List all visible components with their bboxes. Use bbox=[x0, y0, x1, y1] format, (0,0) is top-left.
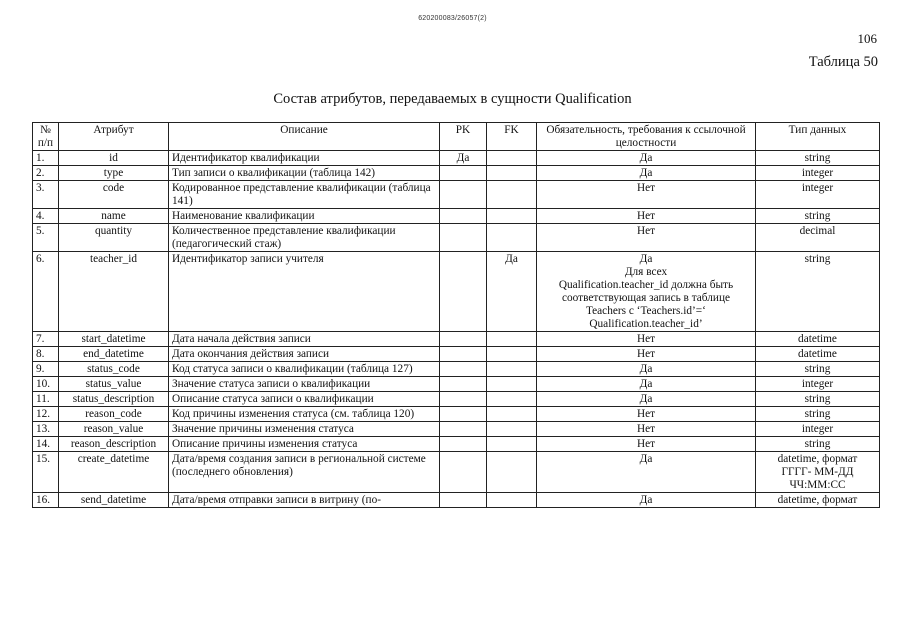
page-number: 106 bbox=[857, 31, 877, 46]
attribute-description: Дата/время создания записи в региональной системе (последнего обновления) bbox=[169, 452, 440, 493]
data-type-cell: integer bbox=[756, 181, 880, 209]
row-number: 9. bbox=[33, 362, 59, 377]
data-type-cell: string bbox=[756, 209, 880, 224]
table-row bbox=[33, 437, 880, 452]
data-type-cell: string bbox=[756, 362, 880, 377]
table-row bbox=[33, 252, 880, 332]
requirement-cell-line: Qualification.teacher_id’ bbox=[589, 318, 703, 330]
requirement-cell: Нет bbox=[537, 181, 756, 209]
foreign-key-flag bbox=[487, 452, 537, 493]
table-row bbox=[33, 209, 880, 224]
data-type-cell: datetime bbox=[756, 332, 880, 347]
header-num: № п/п bbox=[33, 123, 59, 151]
attribute-name: reason_description bbox=[59, 437, 169, 452]
row-number: 14. bbox=[33, 437, 59, 452]
attribute-name: teacher_id bbox=[59, 252, 169, 332]
attribute-name: reason_code bbox=[59, 407, 169, 422]
attribute-name: type bbox=[59, 166, 169, 181]
requirement-cell: Нет bbox=[537, 437, 756, 452]
table-body bbox=[33, 151, 880, 508]
header-pk: PK bbox=[440, 123, 487, 151]
attribute-description: Код причины изменения статуса (см. таблица 120) bbox=[169, 407, 440, 422]
primary-key-flag bbox=[440, 452, 487, 493]
requirement-cell: Нет bbox=[537, 422, 756, 437]
attribute-name: quantity bbox=[59, 224, 169, 252]
primary-key-flag bbox=[440, 347, 487, 362]
attribute-description: Значение причины изменения статуса bbox=[169, 422, 440, 437]
requirement-cell: Да bbox=[537, 452, 756, 493]
attribute-description: Значение статуса записи о квалификации bbox=[169, 377, 440, 392]
table-row bbox=[33, 151, 880, 166]
foreign-key-flag bbox=[487, 422, 537, 437]
attribute-name: code bbox=[59, 181, 169, 209]
primary-key-flag bbox=[440, 181, 487, 209]
attribute-description: Количественное представление квалификации (педагогический стаж) bbox=[169, 224, 440, 252]
row-number: 11. bbox=[33, 392, 59, 407]
primary-key-flag bbox=[440, 362, 487, 377]
foreign-key-flag: Да bbox=[487, 252, 537, 332]
attribute-name: id bbox=[59, 151, 169, 166]
foreign-key-flag bbox=[487, 392, 537, 407]
requirement-cell: Нет bbox=[537, 407, 756, 422]
primary-key-flag bbox=[440, 166, 487, 181]
row-number: 12. bbox=[33, 407, 59, 422]
attribute-name: send_datetime bbox=[59, 493, 169, 508]
attribute-name: create_datetime bbox=[59, 452, 169, 493]
row-number: 10. bbox=[33, 377, 59, 392]
row-number: 15. bbox=[33, 452, 59, 493]
requirement-cell: Нет bbox=[537, 224, 756, 252]
attribute-description: Код статуса записи о квалификации (таблица 127) bbox=[169, 362, 440, 377]
primary-key-flag bbox=[440, 437, 487, 452]
table-row bbox=[33, 362, 880, 377]
row-number: 4. bbox=[33, 209, 59, 224]
foreign-key-flag bbox=[487, 437, 537, 452]
foreign-key-flag bbox=[487, 166, 537, 181]
requirement-cell: Да bbox=[537, 392, 756, 407]
document-id: 620200083/26057(2) bbox=[418, 15, 487, 22]
header-requirement: Обязательность, требования к ссылочной целостности bbox=[537, 123, 756, 151]
row-number: 6. bbox=[33, 252, 59, 332]
table-row bbox=[33, 452, 880, 493]
data-type-cell: decimal bbox=[756, 224, 880, 252]
attribute-description: Дата/время отправки записи в витрину (по- bbox=[169, 493, 440, 508]
data-type-cell bbox=[756, 452, 880, 493]
attribute-name: status_value bbox=[59, 377, 169, 392]
table-row bbox=[33, 166, 880, 181]
foreign-key-flag bbox=[487, 347, 537, 362]
attribute-name: status_description bbox=[59, 392, 169, 407]
foreign-key-flag bbox=[487, 407, 537, 422]
primary-key-flag bbox=[440, 392, 487, 407]
requirement-cell: Да bbox=[537, 362, 756, 377]
header-data-type: Тип данных bbox=[756, 123, 880, 151]
header-fk: FK bbox=[487, 123, 537, 151]
requirement-cell: Нет bbox=[537, 332, 756, 347]
row-number: 8. bbox=[33, 347, 59, 362]
attribute-description: Идентификатор квалификации bbox=[169, 151, 440, 166]
header-description: Описание bbox=[169, 123, 440, 151]
foreign-key-flag bbox=[487, 493, 537, 508]
data-type-cell: datetime, формат bbox=[756, 493, 880, 508]
row-number: 13. bbox=[33, 422, 59, 437]
requirement-cell: Нет bbox=[537, 347, 756, 362]
table-row bbox=[33, 377, 880, 392]
requirement-cell-line: Qualification.teacher_id должна быть bbox=[558, 279, 734, 291]
attribute-description: Описание статуса записи о квалификации bbox=[169, 392, 440, 407]
requirement-cell: Да bbox=[537, 493, 756, 508]
table-row bbox=[33, 332, 880, 347]
foreign-key-flag bbox=[487, 224, 537, 252]
table-header-row bbox=[33, 123, 880, 151]
row-number: 16. bbox=[33, 493, 59, 508]
foreign-key-flag bbox=[487, 151, 537, 166]
data-type-cell: datetime bbox=[756, 347, 880, 362]
data-type-cell: string bbox=[756, 151, 880, 166]
table-row bbox=[33, 181, 880, 209]
requirement-cell: Нет bbox=[537, 209, 756, 224]
table-row bbox=[33, 392, 880, 407]
primary-key-flag: Да bbox=[440, 151, 487, 166]
primary-key-flag bbox=[440, 224, 487, 252]
primary-key-flag bbox=[440, 407, 487, 422]
attribute-description: Описание причины изменения статуса bbox=[169, 437, 440, 452]
attributes-table bbox=[32, 122, 880, 508]
requirement-cell-line: Teachers с ‘Teachers.id’=‘ bbox=[586, 305, 706, 317]
header-attribute: Атрибут bbox=[59, 123, 169, 151]
attribute-description: Тип записи о квалификации (таблица 142) bbox=[169, 166, 440, 181]
row-number: 1. bbox=[33, 151, 59, 166]
attribute-description: Дата окончания действия записи bbox=[169, 347, 440, 362]
attribute-description: Наименование квалификации bbox=[169, 209, 440, 224]
attribute-name: reason_value bbox=[59, 422, 169, 437]
table-row bbox=[33, 493, 880, 508]
primary-key-flag bbox=[440, 493, 487, 508]
table-row bbox=[33, 422, 880, 437]
data-type-cell-line: ЧЧ:ММ:СС bbox=[789, 479, 846, 491]
data-type-cell: string bbox=[756, 437, 880, 452]
attribute-name: start_datetime bbox=[59, 332, 169, 347]
primary-key-flag bbox=[440, 422, 487, 437]
table-title: Состав атрибутов, передаваемых в сущности Qualification bbox=[273, 91, 632, 107]
row-number: 7. bbox=[33, 332, 59, 347]
requirement-cell: Да bbox=[537, 166, 756, 181]
data-type-cell-line: datetime, формат bbox=[777, 453, 858, 465]
primary-key-flag bbox=[440, 209, 487, 224]
row-number: 2. bbox=[33, 166, 59, 181]
data-type-cell: integer bbox=[756, 422, 880, 437]
attribute-name: end_datetime bbox=[59, 347, 169, 362]
requirement-cell-line: соответствующая запись в таблице bbox=[561, 292, 731, 304]
foreign-key-flag bbox=[487, 209, 537, 224]
foreign-key-flag bbox=[487, 181, 537, 209]
attribute-description: Дата начала действия записи bbox=[169, 332, 440, 347]
data-type-cell: string bbox=[756, 407, 880, 422]
table-row bbox=[33, 407, 880, 422]
foreign-key-flag bbox=[487, 362, 537, 377]
requirement-cell bbox=[537, 252, 756, 332]
data-type-cell: string bbox=[756, 392, 880, 407]
foreign-key-flag bbox=[487, 377, 537, 392]
data-type-cell: integer bbox=[756, 377, 880, 392]
table-label: Таблица 50 bbox=[808, 54, 878, 70]
attribute-description: Идентификатор записи учителя bbox=[169, 252, 440, 332]
foreign-key-flag bbox=[487, 332, 537, 347]
attribute-name: status_code bbox=[59, 362, 169, 377]
requirement-cell: Да bbox=[537, 377, 756, 392]
row-number: 3. bbox=[33, 181, 59, 209]
row-number: 5. bbox=[33, 224, 59, 252]
primary-key-flag bbox=[440, 377, 487, 392]
data-type-cell: integer bbox=[756, 166, 880, 181]
requirement-cell: Да bbox=[537, 151, 756, 166]
requirement-cell-line: Для всех bbox=[624, 266, 668, 278]
attribute-name: name bbox=[59, 209, 169, 224]
primary-key-flag bbox=[440, 332, 487, 347]
requirement-cell-line: Да bbox=[639, 253, 653, 265]
data-type-cell-line: ГГГГ- ММ-ДД bbox=[781, 466, 854, 478]
data-type-cell: string bbox=[756, 252, 880, 332]
attribute-description: Кодированное представление квалификации (таблица 141) bbox=[169, 181, 440, 209]
primary-key-flag bbox=[440, 252, 487, 332]
table-row bbox=[33, 224, 880, 252]
table-row bbox=[33, 347, 880, 362]
